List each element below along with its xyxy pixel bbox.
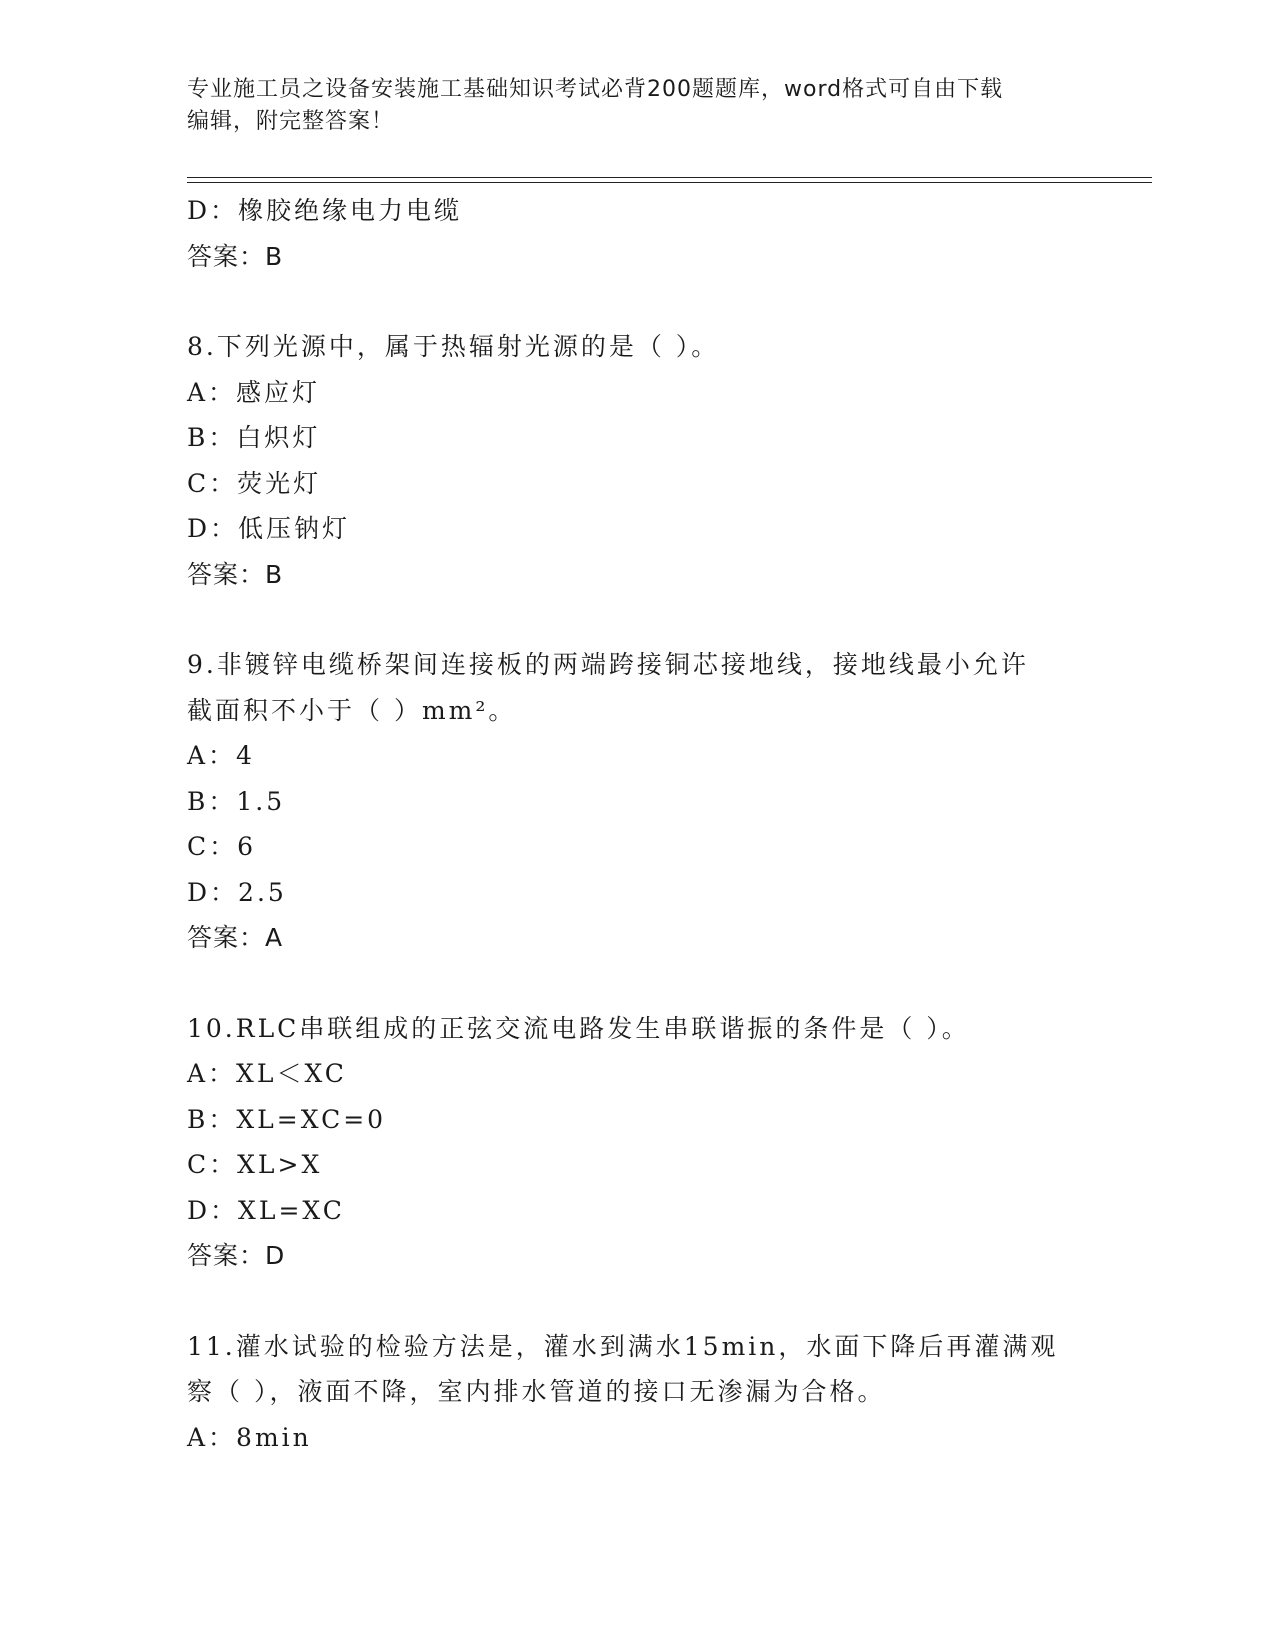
option-a: A：感应灯 (187, 377, 321, 407)
question-stem-line-1: 9.非镀锌电缆桥架间连接板的两端跨接铜芯接地线，接地线最小允许 (187, 650, 1029, 679)
option-d: D：XL=XC (187, 1195, 345, 1225)
option-a: A：4 (187, 741, 255, 770)
header-line-1: 专业施工员之设备安装施工基础知识考试必背200题题库，word格式可自由下载 (187, 77, 1004, 102)
question-list (187, 188, 1087, 1460)
document-header (187, 74, 1087, 138)
option-b: B：XL=XC=0 (187, 1104, 387, 1134)
question-stem-line-1: 11.灌水试验的检验方法是，灌水到满水15min，水面下降后再灌满观 (187, 1331, 1059, 1361)
question-block-prev (187, 188, 1087, 279)
option-a: A：8min (187, 1422, 312, 1452)
spacer (187, 597, 1087, 642)
option-b: B：白炽灯 (187, 423, 321, 452)
option-c: C：XL>X (187, 1150, 323, 1179)
option-c: C：6 (187, 832, 257, 861)
option-d: D：低压钠灯 (187, 514, 351, 543)
question-stem: 10.RLC串联组成的正弦交流电路发生串联谐振的条件是（ ）。 (187, 1013, 970, 1043)
header-divider-bottom (187, 182, 1152, 183)
option-d: D：2.5 (187, 877, 287, 907)
spacer (187, 279, 1087, 324)
question-stem: 8.下列光源中，属于热辐射光源的是（ ）。 (187, 332, 720, 361)
question-9 (187, 642, 1087, 961)
question-8 (187, 324, 1087, 597)
header-line-2: 编辑，附完整答案！ (187, 109, 395, 134)
spacer (187, 1279, 1087, 1324)
answer-line: 答案：A (187, 923, 284, 952)
header-divider-top (187, 177, 1152, 178)
option-d: D：橡胶绝缘电力电缆 (187, 196, 463, 225)
answer-line: 答案：B (187, 559, 284, 589)
question-stem-line-2: 截面积不小于（ ）mm²。 (187, 695, 517, 725)
question-10 (187, 1006, 1087, 1279)
option-b: B：1.5 (187, 786, 286, 816)
answer-line: 答案：B (187, 241, 284, 271)
question-stem-line-2: 察（ ），液面不降，室内排水管道的接口无渗漏为合格。 (187, 1377, 886, 1406)
option-a: A：XL＜XC (187, 1059, 347, 1088)
answer-line: 答案：D (187, 1241, 286, 1270)
spacer (187, 961, 1087, 1006)
option-c: C：荧光灯 (187, 468, 322, 498)
question-11 (187, 1324, 1087, 1461)
